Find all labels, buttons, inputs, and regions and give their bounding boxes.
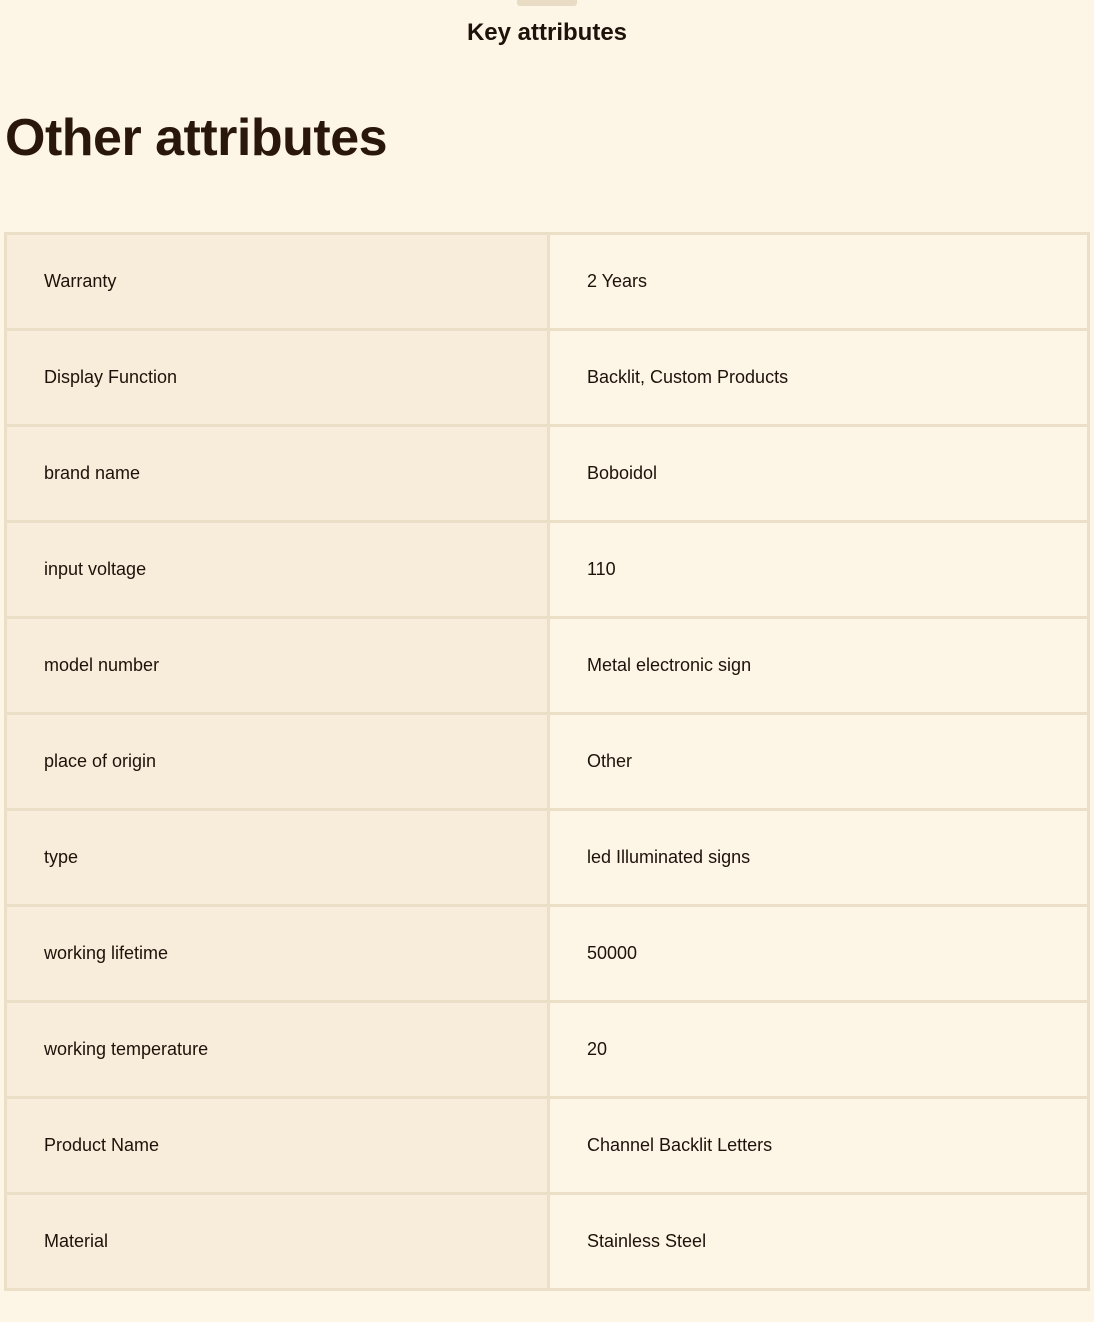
attributes-table	[4, 232, 1090, 1291]
attribute-value: 20	[549, 1002, 1089, 1098]
attribute-value: Channel Backlit Letters	[549, 1098, 1089, 1194]
attribute-key: brand name	[6, 426, 549, 522]
attribute-value: Boboidol	[549, 426, 1089, 522]
table-row	[6, 522, 1089, 618]
attribute-key: place of origin	[6, 714, 549, 810]
table-row	[6, 810, 1089, 906]
attribute-key: type	[6, 810, 549, 906]
attribute-key: Product Name	[6, 1098, 549, 1194]
table-row	[6, 1002, 1089, 1098]
attribute-value: Other	[549, 714, 1089, 810]
attribute-key: input voltage	[6, 522, 549, 618]
attribute-key: Warranty	[6, 234, 549, 330]
attribute-value: Metal electronic sign	[549, 618, 1089, 714]
attribute-key: Material	[6, 1194, 549, 1290]
tab-indicator	[517, 0, 577, 6]
section-title: Other attributes	[5, 109, 388, 167]
attribute-value: 2 Years	[549, 234, 1089, 330]
attribute-key: model number	[6, 618, 549, 714]
attribute-value: 110	[549, 522, 1089, 618]
table-row	[6, 618, 1089, 714]
table-row	[6, 330, 1089, 426]
table-row	[6, 714, 1089, 810]
attribute-key: Display Function	[6, 330, 549, 426]
attribute-value: Backlit, Custom Products	[549, 330, 1089, 426]
table-row	[6, 234, 1089, 330]
table-row	[6, 426, 1089, 522]
table-row	[6, 906, 1089, 1002]
table-row	[6, 1098, 1089, 1194]
attribute-value: 50000	[549, 906, 1089, 1002]
attribute-value: Stainless Steel	[549, 1194, 1089, 1290]
attribute-key: working lifetime	[6, 906, 549, 1002]
tab-key-attributes[interactable]: Key attributes	[466, 19, 628, 46]
attribute-value: led Illuminated signs	[549, 810, 1089, 906]
table-row	[6, 1194, 1089, 1290]
attribute-key: working temperature	[6, 1002, 549, 1098]
